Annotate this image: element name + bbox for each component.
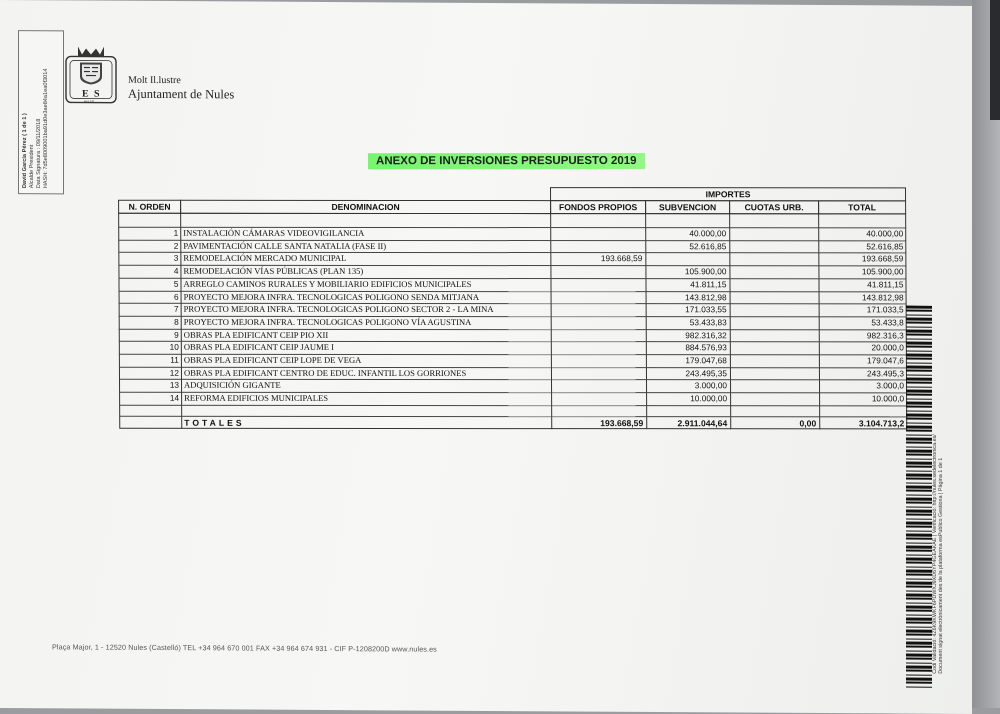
crest-motto: NULES <box>84 100 94 104</box>
table-row <box>118 239 906 252</box>
row-subvencion: 884.576,93 <box>646 341 730 354</box>
row-subvencion: 179.047,68 <box>646 354 730 367</box>
col-header-cuotas-urb: CUOTAS URB. <box>729 200 819 214</box>
table-row <box>119 290 907 303</box>
row-orden: 7 <box>119 303 181 316</box>
row-total: 52.616,85 <box>818 240 906 253</box>
row-total: 105.900,00 <box>818 265 906 278</box>
row-denominacion: PROYECTO MEJORA INFRA. TECNOLOGICAS POLIGONO SECTOR 2 - LA MINA <box>182 303 554 316</box>
row-subvencion: 41.811,15 <box>645 278 729 291</box>
table-row <box>119 379 907 392</box>
row-subvencion: 143.812,98 <box>646 291 730 304</box>
totals-total: 3.104.713,2 <box>819 417 907 429</box>
row-total: 10.000,0 <box>819 392 907 405</box>
col-header-fondos-propios: FONDOS PROPIOS <box>550 200 646 214</box>
row-total: 143.812,98 <box>819 291 907 304</box>
signature-hash: HASH: 7d5e8009001ba91d0e3ae84a1ea0f3014 <box>43 30 50 188</box>
row-subvencion: 171.033,55 <box>646 303 730 316</box>
verification-text <box>932 334 945 674</box>
table-row <box>118 227 906 240</box>
verification-line-2: Document signat electrònicament des de la plataforma esPublico Gestiona | Pàgina 1 de 1 <box>938 334 944 674</box>
row-total: 3.000,0 <box>819 380 907 393</box>
row-total: 243.495,3 <box>819 367 907 380</box>
table-row <box>118 278 906 291</box>
table-row <box>119 366 907 379</box>
municipal-crest-icon <box>64 42 118 104</box>
totals-fondos-propios: 193.668,59 <box>551 417 646 429</box>
row-subvencion: 40.000,00 <box>645 227 729 240</box>
row-subvencion: 10.000,00 <box>646 392 730 405</box>
row-subvencion: 52.616,85 <box>645 240 729 253</box>
row-denominacion: OBRAS PLA EDIFICANT CENTRO DE EDUC. INFANTIL LOS GORRIONES <box>182 366 554 379</box>
row-orden: 5 <box>118 278 180 291</box>
signer-role: Alcalde President <box>29 30 36 188</box>
row-orden: 4 <box>118 265 180 278</box>
row-subvencion: 105.900,00 <box>645 265 729 278</box>
row-orden: 12 <box>119 366 181 379</box>
row-denominacion: OBRAS PLA EDIFICANT CEIP JAUME I <box>182 341 554 354</box>
investment-table <box>118 187 907 430</box>
row-subvencion: 982.316,32 <box>646 329 730 342</box>
row-subvencion: 243.495,35 <box>646 367 730 380</box>
row-orden: 1 <box>118 227 180 240</box>
totals-subvencion: 2.911.044,64 <box>646 417 730 429</box>
col-header-total: TOTAL <box>818 200 906 214</box>
row-total: 20.000,0 <box>819 342 907 355</box>
row-denominacion: PAVIMENTACIÓN CALLE SANTA NATALIA (FASE II) <box>181 239 553 252</box>
row-total: 179.047,6 <box>819 354 907 367</box>
row-orden: 6 <box>119 290 181 303</box>
barcode-icon <box>906 306 932 690</box>
totals-label: TOTALES <box>182 417 554 429</box>
row-denominacion: PROYECTO MEJORA INFRA. TECNOLOGICAS POLIGONO SENDA MITJANA <box>182 290 554 303</box>
totals-row <box>119 417 907 430</box>
row-orden: 2 <box>118 239 180 252</box>
row-orden: 14 <box>119 392 181 405</box>
table-row <box>119 328 907 341</box>
table-row <box>118 252 906 265</box>
row-orden: 3 <box>118 252 180 265</box>
row-orden: 13 <box>119 379 181 392</box>
row-denominacion: ARREGLO CAMINOS RURALES Y MOBILIARIO EDIFICIOS MUNICIPALES <box>181 278 553 291</box>
verification-line-1: Codi Validació: 4Z6K9KWKF6PDWXJ9XD6YP4GEAKAE | Verificació: http://nules.sedelectronica.es/ <box>932 334 938 674</box>
org-line-2: Ajuntament de Nules <box>128 87 234 103</box>
background-dark-corner <box>990 0 1000 120</box>
row-denominacion: REMODELACIÓN VÍAS PÚBLICAS (PLAN 135) <box>181 265 553 278</box>
row-denominacion: REMODELACIÓN MERCADO MUNICIPAL <box>181 252 553 265</box>
row-orden: 11 <box>119 354 181 367</box>
footer-address: Plaça Major, 1 - 12520 Nules (Castelló) TEL +34 964 670 001 FAX +34 964 674 931 - CIF P-1208200D www.nules.es <box>52 642 437 653</box>
signature-date: Data Signatura : 09/11/2018 <box>36 30 43 188</box>
row-fondos-propios: 193.668,59 <box>550 252 645 265</box>
org-line-1: Molt Il.lustre <box>128 75 181 86</box>
crest-letter-s: S <box>94 89 100 100</box>
importes-group-header: IMPORTES <box>550 187 906 201</box>
row-total: 53.433,8 <box>819 316 907 329</box>
col-header-denominacion: DENOMINACION <box>180 200 551 214</box>
table-row <box>119 354 907 367</box>
row-subvencion: 3.000,00 <box>646 380 730 393</box>
row-denominacion: ADQUISICIÓN GIGANTE <box>182 379 554 392</box>
table-row <box>119 316 907 329</box>
row-denominacion: REFORMA EDIFICIOS MUNICIPALES <box>182 392 554 405</box>
totals-cuotas-urb: 0,00 <box>730 417 819 429</box>
col-header-orden: N. ORDEN <box>118 200 181 214</box>
signer-name: David García Pérez ( 1 de 1 ) <box>22 30 29 188</box>
signature-stamp-text <box>22 30 50 188</box>
document-title: ANEXO DE INVERSIONES PRESUPUESTO 2019 <box>368 153 645 169</box>
row-subvencion: 53.433,83 <box>646 316 730 329</box>
table-row <box>119 392 907 405</box>
row-orden: 10 <box>119 341 181 354</box>
row-total: 193.668,59 <box>818 253 906 266</box>
col-header-subvencion: SUBVENCION <box>645 200 730 214</box>
crest-letter-e: E <box>82 89 89 100</box>
row-orden: 9 <box>119 328 181 341</box>
table-row <box>118 265 906 278</box>
row-denominacion: INSTALACIÓN CÁMARAS VIDEOVIGILANCIA <box>181 227 553 240</box>
row-total: 171.033,5 <box>819 304 907 317</box>
row-total: 982.316,3 <box>819 329 907 342</box>
row-total: 41.811,15 <box>818 278 906 291</box>
row-total: 40.000,00 <box>818 227 906 240</box>
row-orden: 8 <box>119 316 181 329</box>
row-denominacion: OBRAS PLA EDIFICANT CEIP PIO XII <box>182 328 554 341</box>
table-row <box>119 341 907 354</box>
row-denominacion: PROYECTO MEJORA INFRA. TECNOLOGICAS POLIGONO VÍA AGUSTINA <box>182 316 554 329</box>
row-denominacion: OBRAS PLA EDIFICANT CEIP LOPE DE VEGA <box>182 354 554 367</box>
table-row <box>119 303 907 316</box>
